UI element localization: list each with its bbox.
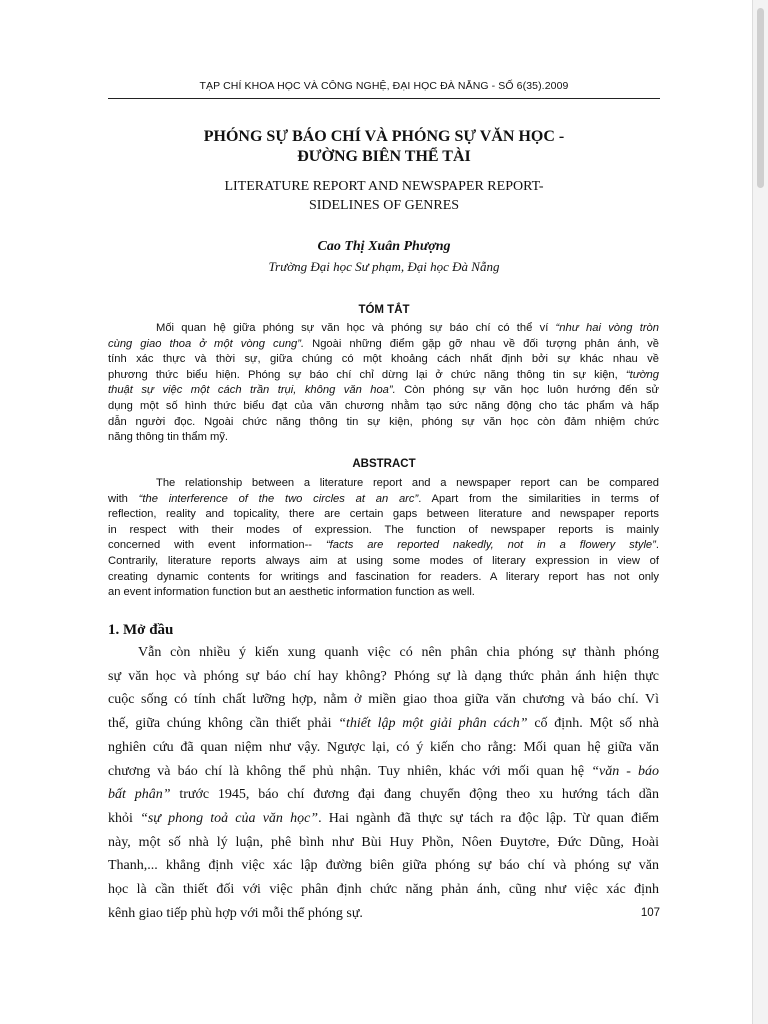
summary-line: năng thông tin thẩm mỹ. xyxy=(108,431,229,444)
body-line: nghiên cứu đã quan niệm như vậy. Ngược lại, có ý kiến cho rằng: Mối quan hệ giữa văn xyxy=(108,739,659,755)
journal-running-header: TẠP CHÍ KHOA HỌC VÀ CÔNG NGHỆ, ĐẠI HỌC ĐÀ NẴNG - SỐ 6(35).2009 xyxy=(199,80,569,92)
header-rule xyxy=(108,98,660,99)
title-english xyxy=(108,177,660,215)
body-line: cuộc sống có tính chất lưỡng hợp, nằm ở miền giao thoa giữa văn chương và báo chí. Vì xyxy=(108,692,659,708)
body-line: sự văn học và phóng sự báo chí hay không? Phóng sự là dạng thức phản ánh hiện thực xyxy=(108,668,659,684)
summary-line: tính xác thực và thời sự, giữa chúng có một khoảng cách nhất định bởi sự khác nhau về xyxy=(108,353,659,366)
body-line: chương và báo chí là không thể phủ nhận. Tuy nhiên, khác với mối quan hệ “văn - báo xyxy=(108,763,659,779)
abstract-line: with “the interference of the two circles at an arc”. Apart from the similarities in terms of xyxy=(108,492,659,505)
abstract-english xyxy=(108,476,659,601)
abstract-heading: ABSTRACT xyxy=(352,458,416,470)
author-affiliation: Trường Đại học Sư phạm, Đại học Đà Nẵng xyxy=(268,259,500,274)
abstract-line: in respect with their modes of expression. The function of newspaper reports is mainly xyxy=(108,523,659,536)
body-line: học là cần thiết đối với việc phân định chức năng phản ánh, cũng như việc xác định xyxy=(108,882,659,898)
viewer-scrollbar[interactable] xyxy=(752,0,768,1024)
abstract-line: creating dynamic contents for writings and fascination for readers. A literary report has not only xyxy=(108,570,659,583)
summary-line: Mối quan hệ giữa phóng sự văn học và phóng sự báo chí có thể ví “như hai vòng tròn xyxy=(156,322,659,334)
title-en-line-2: SIDELINES OF GENRES xyxy=(308,198,460,213)
scrollbar-thumb[interactable] xyxy=(757,8,764,188)
summary-line: phương thức biểu hiện. Phóng sự báo chí chỉ dừng lại ở chức năng thông tin sự kiện, “tường xyxy=(108,368,659,381)
summary-vietnamese xyxy=(108,321,659,446)
section-body-introduction xyxy=(108,641,659,925)
abstract-line: concerned with event information-- “facts are reported nakedly, not in a flowery style”. xyxy=(108,539,659,552)
summary-line: thuật sự việc một cách trần trụi, không văn hoa”. Còn phóng sự văn học luôn hướng đến sử xyxy=(108,384,659,397)
summary-line: dụng một số hình thức biểu đạt của văn chương nhằm tạo sức năng động cho tác phẩm và hấp xyxy=(108,399,659,412)
body-line: Thanh,... khẳng định việc xác lập đường biên giữa phóng sự báo chí và phóng sự văn xyxy=(108,858,659,874)
abstract-line: an event information function but an aesthetic information function as well. xyxy=(108,586,475,599)
title-vi-line-1: PHÓNG SỰ BÁO CHÍ VÀ PHÓNG SỰ VĂN HỌC - xyxy=(203,128,565,145)
title-en-line-1: LITERATURE REPORT AND NEWSPAPER REPORT- xyxy=(224,179,544,194)
author-name: Cao Thị Xuân Phượng xyxy=(317,239,451,254)
abstract-line: reflection, reality and topicality, there are certain gaps between literature and newspaper reports xyxy=(108,508,659,521)
body-line: kênh giao tiếp phù hợp với mỗi thể phóng sự. xyxy=(108,905,363,921)
body-line: Vẫn còn nhiều ý kiến xung quanh việc có nên phân chia phóng sự thành phóng xyxy=(138,645,659,660)
body-line: bất phân” trước 1945, báo chí đương đại đang chuyển động theo xu hướng tách dần xyxy=(108,787,660,803)
body-line: thế, giữa chúng không cần thiết phải “thiết lập một giải phân cách” cố định. Một số nhà xyxy=(108,716,659,732)
body-line: khỏi “sự phong toả của văn học”. Hai ngành đã thực sự tách ra độc lập. Từ quan điểm xyxy=(108,810,660,826)
summary-line: cùng giao thoa ở một vòng cung”. Ngoài những điểm gặp gỡ nhau về đối tượng phản ánh, về xyxy=(108,337,659,350)
body-line: này, một số nhà lý luận, phê bình như Bùi Huy Phồn, Nôen Đuytơre, Đức Dũng, Hoài xyxy=(108,834,659,850)
title-vi-line-2: ĐƯỜNG BIÊN THỂ TÀI xyxy=(297,148,471,165)
abstract-line: Contrarily, literature reports always aim at using some modes of literary expression in view of xyxy=(108,554,659,567)
summary-line: dẫn người đọc. Ngoài chức năng thông tin sự kiện, phóng sự văn học còn đảm nhiệm chức xyxy=(108,415,659,428)
summary-heading: TÓM TẮT xyxy=(358,304,410,316)
abstract-line: The relationship between a literature report and a newspaper report can be compared xyxy=(156,477,659,489)
title-vietnamese xyxy=(108,127,660,167)
page-number: 107 xyxy=(640,907,660,919)
section-heading-introduction: 1. Mở đầu xyxy=(108,622,174,638)
